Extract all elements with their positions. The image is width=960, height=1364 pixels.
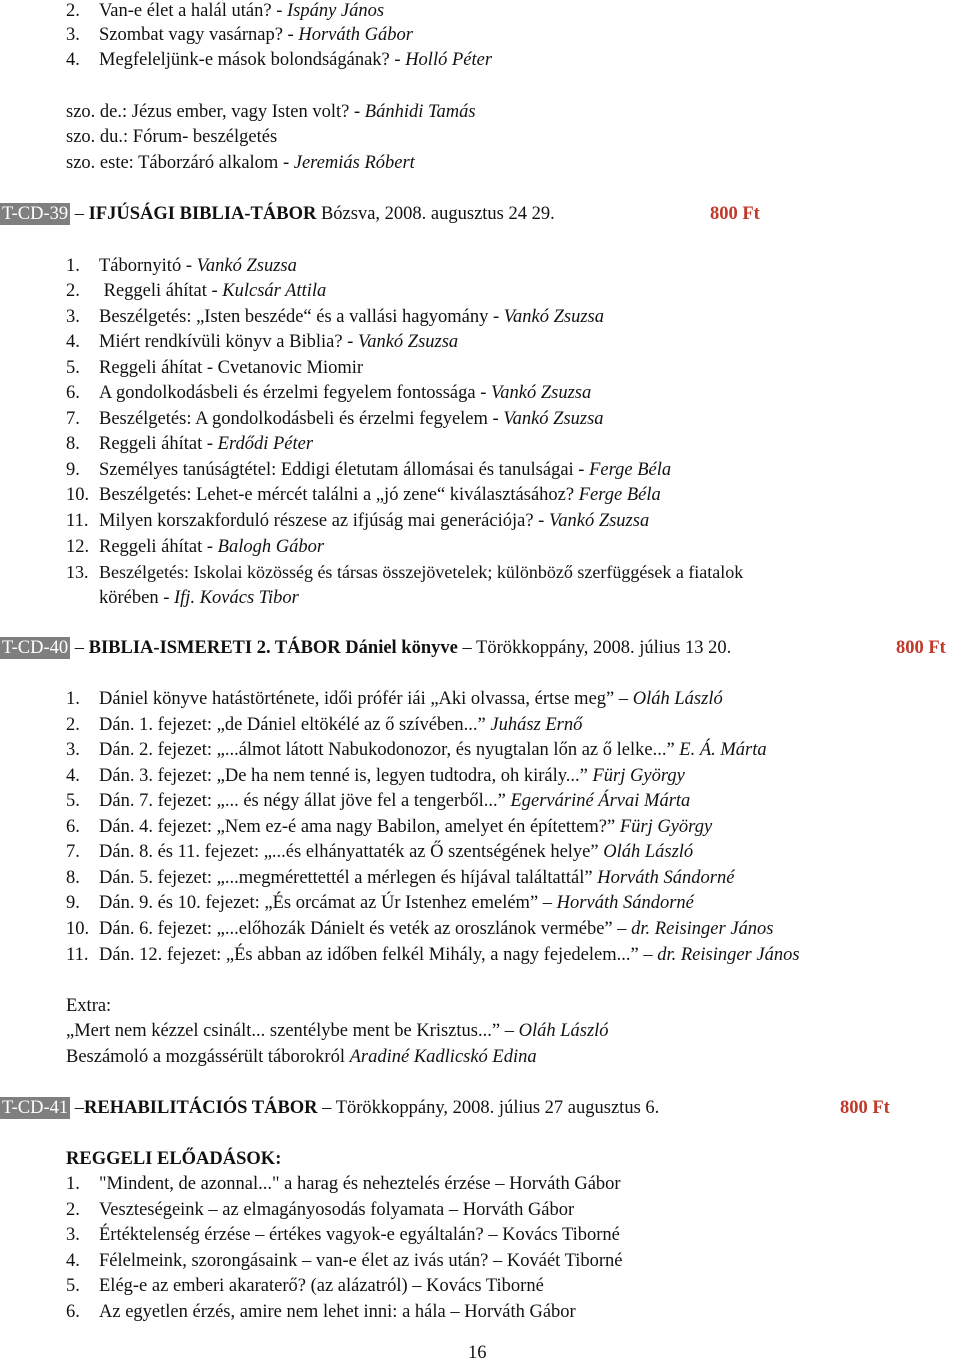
list-item: 2. Reggeli áhítat - Kulcsár Attila [66, 281, 327, 301]
list-item: 11. Dán. 12. fejezet: „És abban az időben felkél Mihály, a nagy fejedelem...” – dr. Reisinger János [66, 945, 800, 965]
list-item: 5. Dán. 7. fejezet: „... és négy állat jöve fel a tengerből...” Egerváriné Árvai Márta [66, 791, 691, 811]
list-item: 4. Miért rendkívüli könyv a Biblia? - Vankó Zsuzsa [66, 332, 459, 352]
list-item: 2. Van-e élet a halál után? - Ispány János [66, 1, 385, 21]
cd-code: T-CD-40 [2, 638, 69, 658]
list-item: 3. Dán. 2. fejezet: „...álmot látott Nabukodonozor, és nyugtalan lőn az ő lelke...” E. Á. Márta [66, 740, 767, 760]
list-item: 8. Dán. 5. fejezet: „...megmérettettél a mérlegen és híjával találtattál” Horváth Sándorné [66, 868, 735, 888]
list-item: 7. Beszélgetés: A gondolkodásbeli és érzelmi fegyelem - Vankó Zsuzsa [66, 409, 604, 429]
list-item: 7. Dán. 8. és 11. fejezet: „...és elhányattaték az Ő szentségének helye” Oláh László [66, 842, 694, 862]
cd-price: 800 Ft [840, 1098, 890, 1118]
list-item: 5. Elég-e az emberi akaraterő? (az alázatról) – Kovács Tiborné [66, 1276, 544, 1296]
schedule-item: szo. este: Táborzáró alkalom - Jeremiás Róbert [66, 153, 415, 173]
list-item: 6. Az egyetlen érzés, amire nem lehet inni: a hála – Horváth Gábor [66, 1302, 576, 1322]
list-item: 5. Reggeli áhítat - Cvetanovic Miomir [66, 358, 364, 378]
cd-code: T-CD-41 [2, 1098, 69, 1118]
list-item: 3. Beszélgetés: „Isten beszéde“ és a vallási hagyomány - Vankó Zsuzsa [66, 307, 605, 327]
cd-code: T-CD-39 [2, 204, 69, 224]
list-item: 1. "Mindent, de azonnal..." a harag és neheztelés érzése – Horváth Gábor [66, 1174, 621, 1194]
extra-item: Beszámoló a mozgássérült táborokról Aradiné Kadlicskó Edina [66, 1047, 537, 1067]
list-item: 3. Szombat vagy vasárnap? - Horváth Gábor [66, 25, 413, 45]
page-number: 16 [468, 1343, 487, 1363]
extra-label: Extra: [66, 996, 112, 1016]
list-item: 6. Dán. 4. fejezet: „Nem ez-é ama nagy Babilon, amelyet én építettem?” Fürj György [66, 817, 713, 837]
list-item: 10. Beszélgetés: Lehet-e mércét találni a „jó zene“ kiválasztásához? Ferge Béla [66, 485, 661, 505]
section-heading: REGGELI ELŐADÁSOK: [66, 1149, 282, 1169]
list-item: 10. Dán. 6. fejezet: „...előhozák Dánielt és veték az oroszlánok vermébe” – dr. Reisinger János [66, 919, 774, 939]
list-item: 4. Megfeleljünk-e mások bolondságának? - Holló Péter [66, 50, 493, 70]
extra-item: „Mert nem kézzel csinált... szentélybe ment be Krisztus...” – Oláh László [66, 1021, 609, 1041]
list-item: 2. Dán. 1. fejezet: „de Dániel eltökélé az ő szívében...” Juhász Ernő [66, 715, 583, 735]
list-item-continuation: körében - Ifj. Kovács Tibor [99, 588, 299, 608]
list-item: 9. Személyes tanúságtétel: Eddigi életutam állomásai és tanulságai - Ferge Béla [66, 460, 672, 480]
cd-title: REHABILITÁCIÓS TÁBOR [84, 1098, 318, 1118]
cd40-header: T-CD-40 – BIBLIA-ISMERETI 2. TÁBOR Dániel könyve – Törökkoppány, 2008. július 13 20. [2, 638, 732, 658]
list-item: 1. Dániel könyve hatástörténete, idői prófér iái „Aki olvassa, értse meg” – Oláh László [66, 689, 723, 709]
cd-title: BIBLIA-ISMERETI 2. TÁBOR [88, 638, 341, 658]
list-item: 3. Értéktelenség érzése – értékes vagyok-e egyáltalán? – Kovács Tiborné [66, 1225, 620, 1245]
list-item: 12. Reggeli áhítat - Balogh Gábor [66, 537, 325, 557]
list-item: 4. Félelmeink, szorongásaink – van-e élet az ivás után? – Kováét Tiborné [66, 1251, 623, 1271]
list-item: 1. Tábornyitó - Vankó Zsuzsa [66, 256, 297, 276]
schedule-item: szo. de.: Jézus ember, vagy Isten volt? - Bánhidi Tamás [66, 102, 476, 122]
list-item: 13. Beszélgetés: Iskolai közösség és társas összejövetelek; különböző szerfüggések a fiatalok [66, 562, 744, 582]
cd-price: 800 Ft [710, 204, 760, 224]
cd41-header: T-CD-41 –REHABILITÁCIÓS TÁBOR – Törökkoppány, 2008. július 27 augusztus 6. [2, 1098, 660, 1118]
schedule-item: szo. du.: Fórum- beszélgetés [66, 127, 278, 147]
cd-price: 800 Ft [896, 638, 946, 658]
list-item: 9. Dán. 9. és 10. fejezet: „És orcámat az Úr Istenhez emelém” – Horváth Sándorné [66, 893, 694, 913]
list-item: 2. Veszteségeink – az elmagányosodás folyamata – Horváth Gábor [66, 1200, 575, 1220]
list-item: 6. A gondolkodásbeli és érzelmi fegyelem fontossága - Vankó Zsuzsa [66, 383, 592, 403]
cd39-header: T-CD-39 – IFJÚSÁGI BIBLIA-TÁBOR Bózsva, 2008. augusztus 24 29. [2, 204, 555, 224]
list-item: 8. Reggeli áhítat - Erdődi Péter [66, 434, 314, 454]
list-item: 4. Dán. 3. fejezet: „De ha nem tenné is, legyen tudtodra, oh király...” Fürj György [66, 766, 685, 786]
cd-title: IFJÚSÁGI BIBLIA-TÁBOR [88, 204, 317, 224]
list-item: 11. Milyen korszakforduló részese az ifjúság mai generációja? - Vankó Zsuzsa [66, 511, 650, 531]
